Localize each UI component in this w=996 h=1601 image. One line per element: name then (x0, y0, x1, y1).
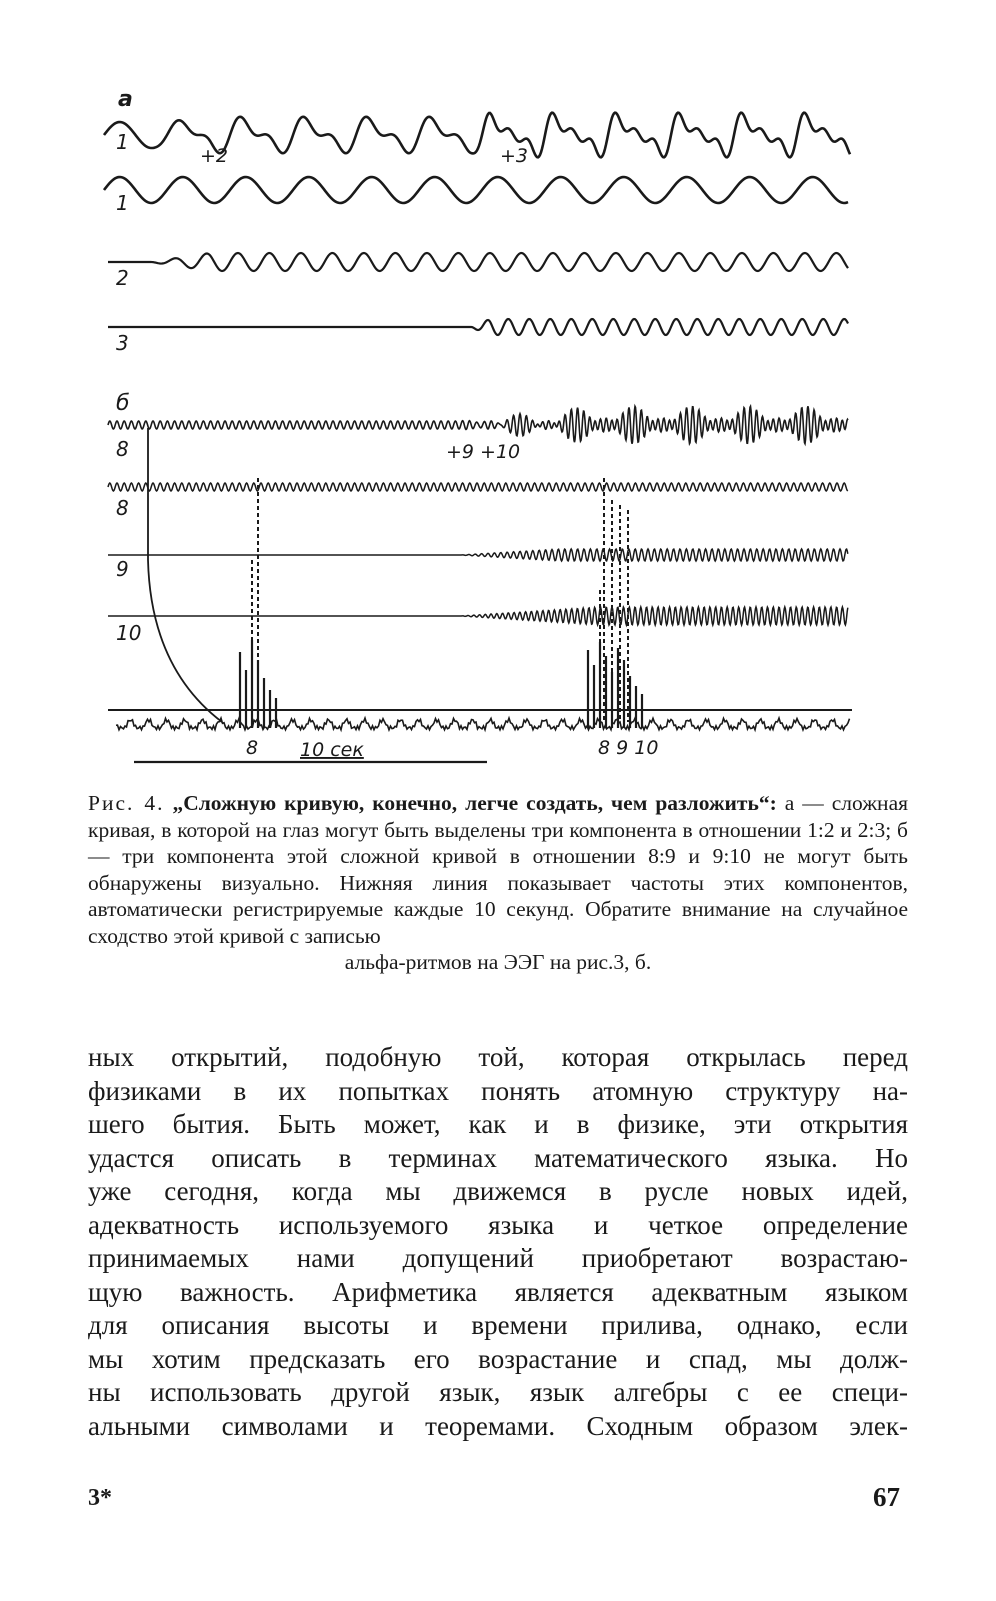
decay-curve (148, 428, 222, 722)
trace-label-a3: 2 (116, 266, 129, 290)
panel-b-label: б (116, 391, 130, 416)
body-line: для описания высоты и времени прилива, однако, если (88, 1310, 908, 1340)
body-line: ны использовать другой язык, язык алгебры с ее специ- (88, 1377, 908, 1407)
figure-label: Рис. 4. (88, 791, 165, 815)
body-line: адекватность используемого языка и четкое определение (88, 1209, 908, 1240)
trace-label-b4: 10 (116, 621, 142, 645)
panel-a-label: a (118, 87, 133, 112)
component-2-trace (108, 253, 848, 271)
figure-caption-text: а — сложная кривая, в которой на глаз могут быть выделены три компонента в отношении 1:2 и 2:3; б — три компонента этой сложной кривой в отношении 8:9 и 9:10 не могут быть обнаружены визуально. Нижняя линия показывает частоты этих компонентов, автоматически регистрируемые каждые 10 секунд. Обратите внимание на случайное сходство этой кривой с записью (88, 791, 908, 948)
body-line: мы хотим предсказать его возрастание и спад, мы долж- (88, 1343, 908, 1374)
trace-label-b2: 8 (116, 496, 129, 520)
trace-label-a2: 1 (116, 191, 129, 215)
annotation-plus3: +3 (500, 145, 529, 167)
composite-curve-trace (104, 113, 850, 158)
component-3-trace (108, 319, 848, 335)
trace-label-b3: 9 (116, 557, 129, 581)
annotation-plus9-plus10: +9 +10 (446, 441, 521, 463)
figure-caption (88, 790, 908, 976)
composite-curve-b-trace (108, 406, 848, 444)
figure-caption-last-line: альфа-ритмов на ЭЭГ на рис.3, б. (344, 950, 652, 974)
annotation-plus2: +2 (200, 145, 229, 167)
trace-label-b1: 8 (116, 437, 129, 461)
body-line: шего бытия. Быть может, как и в физике, эти открытия (88, 1109, 908, 1139)
component-8-trace (108, 483, 848, 491)
body-line: принимаемых нами допущений приобретают возрастаю- (88, 1243, 908, 1273)
body-paragraph (88, 1041, 908, 1443)
body-line: щую важность. Арифметика является адекватным языком (88, 1276, 908, 1307)
body-line: удастся описать в терминах математического языка. Но (88, 1142, 908, 1173)
trace-label-a4: 3 (116, 331, 129, 355)
page-number: 67 (873, 1482, 900, 1512)
body-line: физиками в их попытках понять атомную структуру на- (88, 1075, 908, 1106)
body-line: альными символами и теоремами. Сходным образом элек- (88, 1410, 908, 1441)
component-9-trace (108, 549, 848, 561)
frequency-spikes (240, 640, 642, 728)
scale-bar-label: 10 сек (300, 739, 364, 761)
figure-caption-title: „Сложную кривую, конечно, легче создать, чем разложить“: (172, 791, 777, 815)
bottom-mark-8: 8 (246, 737, 259, 759)
signature-mark: 3* (88, 1485, 112, 1511)
trace-label-a1: 1 (116, 130, 129, 154)
body-line: уже сегодня, когда мы движемся в русле новых идей, (88, 1176, 908, 1206)
component-1-trace (104, 177, 848, 203)
frequency-marker-lines (252, 478, 628, 722)
bottom-mark-8-9-10: 8 9 10 (598, 737, 659, 759)
body-line: ных открытий, подобную той, которая открылась перед (88, 1042, 908, 1072)
frequency-register-trace (116, 718, 850, 730)
figure-waveforms (0, 0, 996, 790)
component-10-trace (108, 607, 848, 625)
